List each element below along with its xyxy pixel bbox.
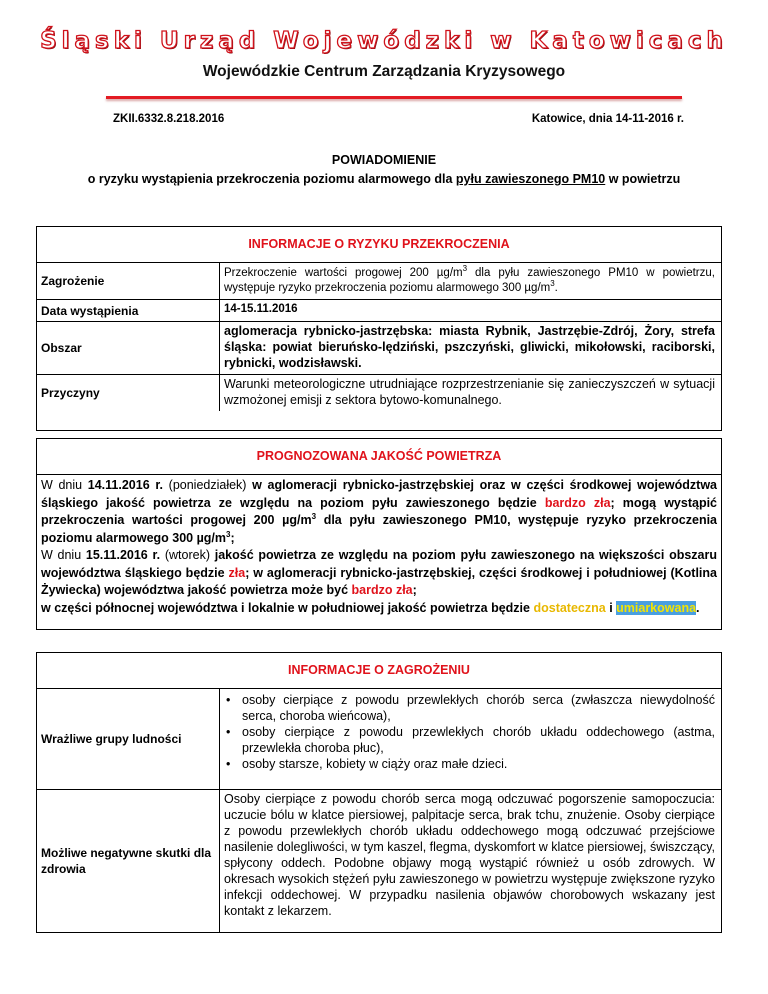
bullet-icon: • [226, 757, 231, 771]
threat-label: Zagrożenie [37, 263, 220, 299]
effects-label: Możliwe negatywne skutki dla zdrowia [37, 790, 220, 932]
table-row [37, 322, 721, 375]
groups-label: Wrażliwe grupy ludności [37, 689, 220, 789]
header-divider [106, 96, 682, 99]
groups-value [220, 689, 721, 789]
threat-value: Przekroczenie wartości progowej 200 $\mu g/m^3$ dla pyłu zawieszonego PM10 w powietrzu, występuje ryzyko przekroczenia poziomu alarmowego 300 $\mu g/m^3$. [224, 264, 715, 294]
area-label: Obszar [37, 322, 220, 374]
document-date: Katowice, dnia 14-11-2016 r. [531, 113, 684, 125]
list-item: • osoby cierpiące z powodu przewlekłych chorób serca (zwłaszcza niewydolność serca, choroba wieńcowa), [226, 693, 715, 723]
bullet-icon: • [226, 693, 231, 707]
forecast-text: W dniu 14.11.2016 r. (poniedziałek) w aglomeracji rybnicko-jastrzębskiej oraz w części środkowej województwa śląskiego jakość powietrza ze względu na poziom pyłu zawieszonego będzie bardzo zła; mogą wystąpić przekroczenia wartości progowej 200 $\mu g/m^3$ dla pyłu zawieszonego PM10, występuje ryzyko przekroczenia poziomu alarmowego 300 $\mu g/m^3$; W dniu 15.11.2016 r. (wtorek) jakość powietrza ze względu na poziom pyłu zawieszonego na większości obszaru województwa śląskiego będzie zła; w aglomeracji rybnicko-jastrzębskiej, części środkowej i południowej (Kotlina Żywiecka) województwa jakość powietrza może być bardzo zła; w części północnej województwa i lokalnie w południowej jakość powietrza będzie dostateczna i umiarkowana. [41, 478, 718, 615]
risk-info-title: INFORMACJE O RYZYKU PRZEKROCZENIA [37, 227, 721, 263]
bullet-icon: • [226, 725, 231, 739]
document-title: POWIADOMIENIE [331, 153, 437, 167]
table-row [37, 300, 721, 322]
table-row [37, 689, 721, 790]
forecast-title: PROGNOZOWANA JAKOŚĆ POWIETRZA [37, 439, 721, 475]
date-label: Data wystąpienia [37, 300, 220, 321]
forecast-box [36, 438, 722, 630]
document-subtitle: o ryzyku wystąpienia przekroczenia poziomu alarmowego dla pyłu zawieszonego PM10 w powietrzu [87, 172, 681, 186]
reference-number: ZKII.6332.8.218.2016 [113, 113, 225, 125]
area-value: aglomeracja rybnicko-jastrzębska: miasta Rybnik, Jastrzębie-Zdrój, Żory, strefa śląska: powiat bieruńsko-lędziński, pszczyński, gliwicki, mikołowski, raciborski, rybnicki, wodzisławski. [224, 324, 715, 370]
center-name: Wojewódzkie Centrum Zarządzania Kryzysowego [202, 63, 566, 80]
table-row [37, 263, 721, 300]
risk-info-table [36, 226, 722, 431]
causes-value: Warunki meteorologiczne utrudniające rozprzestrzenianie się zanieczyszczeń w sytuacji wzmożonej emisji z sektora bytowo-komunalnego. [224, 377, 715, 407]
table-row [37, 375, 721, 411]
office-logo-text: Śląski Urząd Wojewódzki w Katowicach [40, 28, 728, 54]
effects-value: Osoby cierpiące z powodu chorób serca mogą odczuwać pogorszenie samopoczucia: uczucie bólu w klatce piersiowej, palpitacje serca, brak tchu, znużenie. Osoby cierpiące z powodu przewlekłych chorób układu oddechowego mogą odczuwać przejściowe nasilenie dolegliwości, w tym kaszel, flegma, dyskomfort w klatce piersiowej, świszczący, spłycony oddech. Podobne objawy mogą wystąpić również u osób zdrowych. W okresach wysokich stężeń pyłu zawieszonego w powietrzu występuje zwiększone ryzyko infekcji oddechowej. W przypadku nasilenia objawów chorobowych wskazany jest kontakt z lekarzem. [224, 792, 715, 918]
list-item: • osoby starsze, kobiety w ciąży oraz małe dzieci. [226, 757, 508, 771]
threat-info-table [36, 652, 722, 933]
date-value: 14-15.11.2016 [224, 303, 298, 315]
list-item: • osoby cierpiące z powodu przewlekłych chorób układu oddechowego (astma, przewlekła choroba płuc), [226, 725, 715, 755]
causes-label: Przyczyny [37, 375, 220, 411]
threat-info-title: INFORMACJE O ZAGROŻENIU [37, 653, 721, 689]
table-row [37, 790, 721, 932]
